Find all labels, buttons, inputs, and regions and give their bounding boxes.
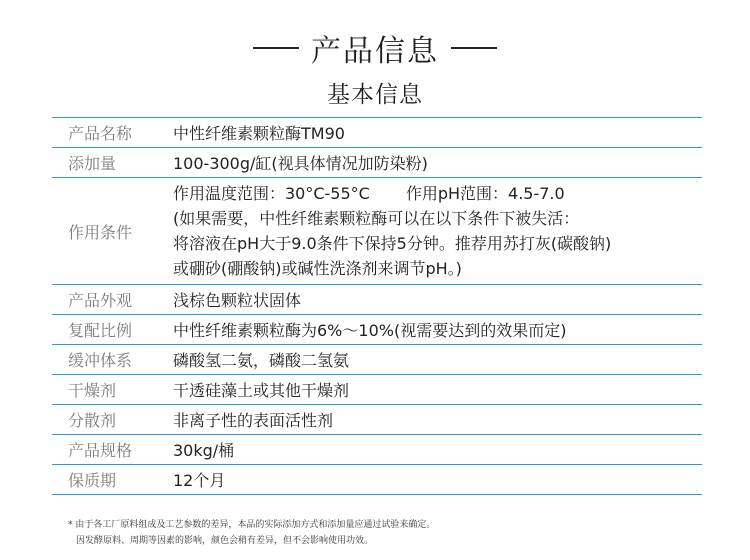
table-row [52, 118, 702, 148]
table-row [52, 405, 702, 435]
conditions-line-3: 将溶液在pH大于9.0条件下保持5分钟。推荐用苏打灰(碳酸钠) [173, 234, 612, 253]
row-label: 产品外观 [52, 285, 173, 315]
section-subtitle: 基本信息 [327, 82, 423, 108]
row-label: 缓冲体系 [52, 345, 173, 375]
table-row [52, 315, 702, 345]
table-row [52, 345, 702, 375]
conditions-line-2: (如果需要，中性纤维素颗粒酶可以在以下条件下被失活： [173, 209, 580, 228]
row-value: 磷酸氢二氨，磷酸二氢氨 [173, 345, 702, 375]
row-value: 非离子性的表面活性剂 [173, 405, 702, 435]
footnote-2: 因发酵原料、周期等因素的影响，颜色会稍有差异，但不会影响使用功效。 [76, 536, 374, 546]
row-value: 浅棕色颗粒状固体 [173, 285, 702, 315]
row-value: 中性纤维素颗粒酶为6%～10%(视需要达到的效果而定) [173, 315, 702, 345]
spec-table [52, 117, 702, 495]
table-row [52, 465, 702, 495]
row-value: 干透硅藻土或其他干燥剂 [173, 375, 702, 405]
row-label: 分散剂 [52, 405, 173, 435]
row-label: 作用条件 [52, 178, 173, 285]
title-right-rule [451, 47, 497, 49]
row-value [173, 178, 702, 285]
title-row [0, 26, 750, 70]
table-row [52, 148, 702, 178]
page-title: 产品信息 [311, 34, 439, 69]
row-value: 30kg/桶 [173, 435, 702, 465]
ph-range: 作用pH范围：4.5-7.0 [405, 184, 565, 203]
row-label: 保质期 [52, 465, 173, 495]
row-value: 100-300g/缸(视具体情况加防染粉) [173, 148, 702, 178]
row-value: 12个月 [173, 465, 702, 495]
conditions-line-1 [173, 181, 702, 206]
table-row [52, 178, 702, 285]
table-row [52, 435, 702, 465]
row-label: 添加量 [52, 148, 173, 178]
table-row [52, 285, 702, 315]
row-value: 中性纤维素颗粒酶TM90 [173, 118, 702, 148]
row-label: 干燥剂 [52, 375, 173, 405]
footnote-1: * 由于各工厂原料组成及工艺参数的差异，本品的实际添加方式和添加量应通过试验来确定。 [68, 520, 436, 530]
title-left-rule [253, 47, 299, 49]
conditions-block [173, 179, 702, 283]
row-label: 产品名称 [52, 118, 173, 148]
row-label: 复配比例 [52, 315, 173, 345]
table-row [52, 375, 702, 405]
conditions-line-4: 或硼砂(硼酸钠)或碱性洗涤剂来调节pH。) [173, 259, 462, 278]
temp-range: 作用温度范围：30°C-55°C [173, 184, 370, 203]
row-label: 产品规格 [52, 435, 173, 465]
